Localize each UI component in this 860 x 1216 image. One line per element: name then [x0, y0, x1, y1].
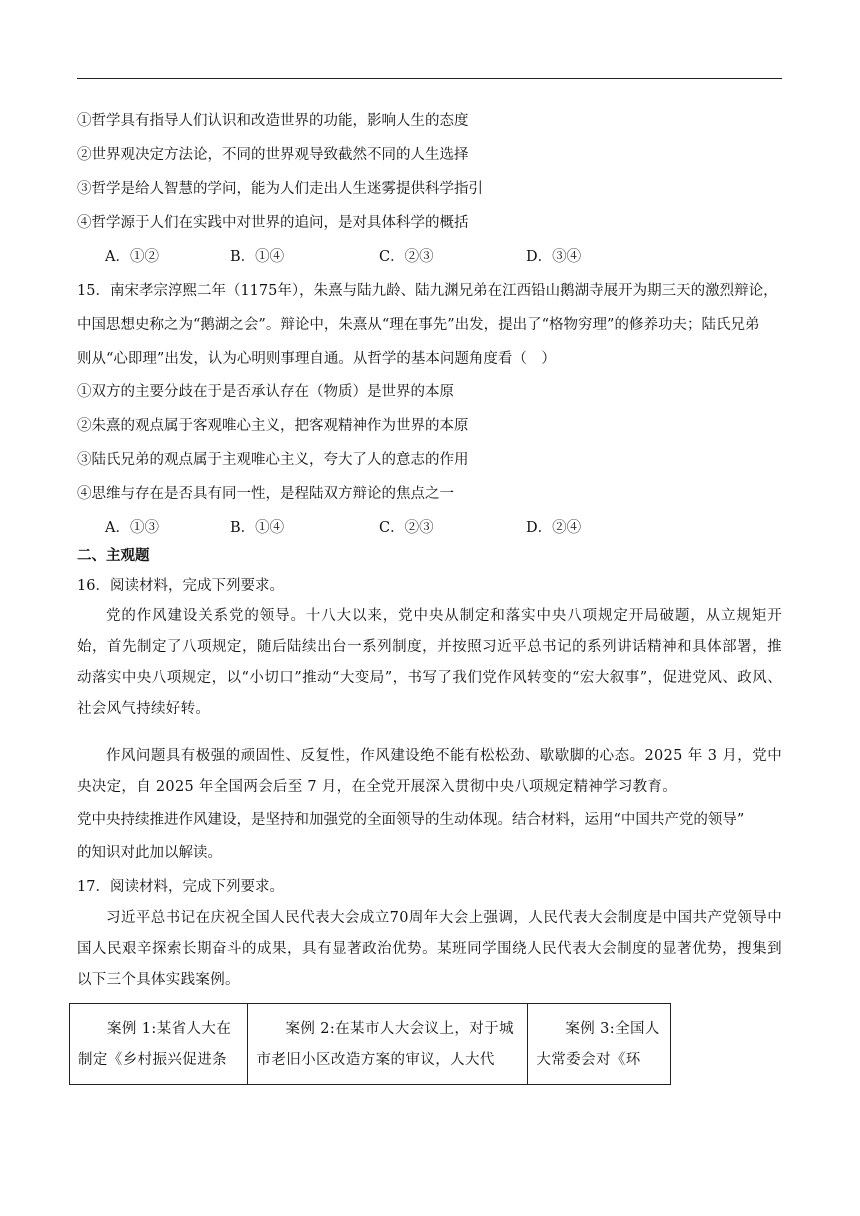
q15-option-c: C．②③	[379, 520, 434, 536]
q15-stem-line-1: 15．南宋孝宗淳熙二年（1175年），朱熹与陆九龄、陆九渊兄弟在江西铅山鹅湖寺展开为期三天的激烈辩论，	[77, 283, 778, 299]
q14-option-b: B．①④	[230, 249, 285, 265]
case-table	[69, 1003, 671, 1085]
q15-statement-4: ④思维与存在是否具有同一性，是程陆双方辩论的焦点之一	[77, 486, 454, 502]
q15-stem-line-3: 则从“心即理”出发，认为心明则事理自通。从哲学的基本问题角度看（ ）	[77, 351, 556, 367]
case-3-cell: 案例 3:全国人大常委会对《环	[528, 1004, 671, 1085]
q14-option-c: C．②③	[379, 249, 434, 265]
q16-material-paragraph-1: 党的作风建设关系党的领导。十八大以来，党中央从制定和落实中央八项规定开局破题，从立规矩开始，首先制定了八项规定，随后陆续出台一系列制度，并按照习近平总书记的系列讲话精神和具体部署，推动落实中央八项规定，以“小切口”推动“大变局”，书写了我们党作风转变的“宏大叙事”，促进党风、政风、社会风气持续好转。	[77, 608, 782, 717]
q16-material-paragraph-2: 作风问题具有极强的顽固性、反复性，作风建设绝不能有松松劲、歇歇脚的心态。2025 年 3 月，党中央决定，自 2025 年全国两会后至 7 月，在全党开展深入贯彻中央八项规定精神学习教育。	[77, 748, 782, 795]
q14-option-a: A．①②	[105, 249, 159, 265]
case-table-row	[70, 1004, 671, 1085]
q14-statement-3: ③哲学是给人智慧的学问，能为人们走出人生迷雾提供科学指引	[77, 181, 483, 197]
q17-stem: 17．阅读材料，完成下列要求。	[77, 879, 284, 895]
q15-statement-2: ②朱熹的观点属于客观唯心主义，把客观精神作为世界的本原	[77, 418, 469, 434]
q15-statement-3: ③陆氏兄弟的观点属于主观唯心主义，夸大了人的意志的作用	[77, 452, 469, 468]
q14-statement-2: ②世界观决定方法论，不同的世界观导致截然不同的人生选择	[77, 147, 469, 163]
q15-option-a: A．①③	[105, 520, 159, 536]
q15-statement-1: ①双方的主要分歧在于是否承认存在（物质）是世界的本原	[77, 384, 454, 400]
q16-question-line-2: 的知识对此加以解读。	[77, 845, 222, 861]
q14-option-d: D．③④	[526, 249, 582, 265]
q17-material-paragraph: 习近平总书记在庆祝全国人民代表大会成立70周年大会上强调，人民代表大会制度是中国共产党领导中国人民艰辛探索长期奋斗的成果，具有显著政治优势。某班同学围绕人民代表大会制度的显著优势，搜集到以下三个具体实践案例。	[77, 910, 782, 988]
q14-statement-1: ①哲学具有指导人们认识和改造世界的功能，影响人生的态度	[77, 113, 469, 129]
q15-stem-line-2: 中国思想史称之为“鹅湖之会”。辩论中，朱熹从“理在事先”出发，提出了“格物穷理”的修养功夫；陆氏兄弟	[77, 317, 760, 333]
case-1-cell: 案例 1:某省人大在制定《乡村振兴促进条	[70, 1004, 248, 1085]
q16-stem: 16．阅读材料，完成下列要求。	[77, 578, 284, 594]
q16-question-line-1: 党中央持续推进作风建设，是坚持和加强党的全面领导的生动体现。结合材料，运用“中国共产党的领导”	[77, 812, 745, 828]
q14-statement-4: ④哲学源于人们在实践中对世界的追问，是对具体科学的概括	[77, 215, 469, 231]
case-2-cell: 案例 2:在某市人大会议上，对于城市老旧小区改造方案的审议，人大代	[248, 1004, 528, 1085]
header-rule	[77, 78, 782, 79]
q15-option-d: D．②④	[526, 520, 582, 536]
section-title: 二、主观题	[77, 547, 150, 564]
q15-option-b: B．①④	[230, 520, 285, 536]
